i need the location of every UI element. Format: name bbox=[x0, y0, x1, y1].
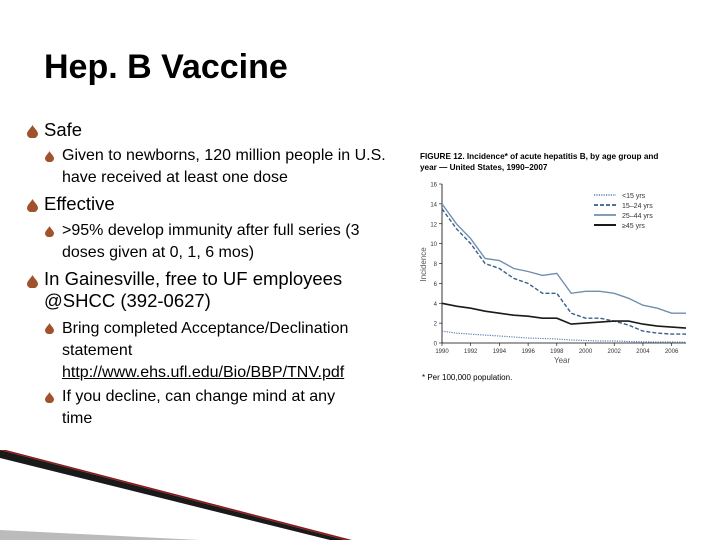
figure-footnote: * Per 100,000 population. bbox=[422, 373, 513, 382]
y-tick-label: 6 bbox=[433, 281, 437, 288]
sub-bullet-immunity: >95% develop immunity after full series (3 doses given at 0, 1, 6 mos) bbox=[62, 222, 360, 261]
sub-bullet-decline-line2: time bbox=[62, 410, 93, 427]
hepatitis-b-incidence-chart bbox=[416, 150, 716, 385]
x-tick-label: 2002 bbox=[607, 349, 621, 355]
x-axis-label: Year bbox=[554, 356, 571, 365]
series-line-2 bbox=[442, 204, 686, 313]
x-tick-label: 1990 bbox=[435, 349, 449, 355]
figure-title-line1: FIGURE 12. Incidence* of acute hepatitis B, by age group and bbox=[420, 152, 659, 161]
sub-bullet-decline-line1: If you decline, can change mind at any bbox=[62, 388, 336, 405]
x-tick-label: 1998 bbox=[550, 349, 564, 355]
bullet-gainesville bbox=[44, 268, 342, 312]
sub-bullet-acceptance-line1: Bring completed Acceptance/Declination bbox=[62, 320, 349, 337]
bullet-safe: Safe bbox=[44, 119, 83, 140]
legend-label: ≥45 yrs bbox=[622, 223, 645, 230]
sub-bullet-drop-icon bbox=[45, 392, 54, 403]
bullet-gainesville-line1: In Gainesville, free to UF employees bbox=[44, 268, 343, 289]
y-tick-label: 16 bbox=[430, 182, 437, 189]
y-tick-label: 0 bbox=[433, 341, 437, 348]
x-tick-label: 2000 bbox=[578, 349, 593, 355]
bullet-drop-icon bbox=[27, 125, 38, 138]
sub-bullet-acceptance-line2: statement bbox=[62, 342, 133, 359]
y-tick-label: 10 bbox=[430, 242, 437, 249]
legend-label: <15 yrs bbox=[622, 193, 646, 200]
bullet-gainesville-line2: @SHCC (392-0627) bbox=[44, 290, 211, 311]
y-tick-label: 12 bbox=[430, 222, 437, 229]
figure-title-line2: year — United States, 1990–2007 bbox=[420, 163, 548, 172]
y-tick-label: 14 bbox=[430, 202, 437, 209]
x-tick-label: 1996 bbox=[521, 349, 535, 355]
sub-bullet-drop-icon bbox=[45, 323, 54, 334]
x-tick-label: 1994 bbox=[492, 349, 507, 355]
y-axis-label: Incidence bbox=[419, 247, 428, 282]
slide-title: Hep. B Vaccine bbox=[44, 48, 288, 86]
x-tick-label: 1992 bbox=[464, 349, 478, 355]
sub-bullet-drop-icon bbox=[45, 151, 54, 162]
y-tick-label: 2 bbox=[433, 321, 437, 328]
sub-bullet-newborns: Given to newborns, 120 million people in U.S. have received at least one dose bbox=[62, 147, 386, 186]
bullet-drop-icon bbox=[27, 275, 38, 288]
sub-bullet-drop-icon bbox=[45, 226, 54, 237]
series-line-1 bbox=[442, 209, 686, 334]
legend-label: 15–24 yrs bbox=[622, 203, 653, 210]
x-tick-label: 2006 bbox=[664, 349, 679, 355]
tnv-pdf-link[interactable]: http://www.ehs.ufl.edu/Bio/BBP/TNV.pdf bbox=[62, 364, 345, 381]
y-tick-label: 4 bbox=[433, 301, 437, 308]
bullet-effective: Effective bbox=[44, 193, 115, 214]
sub-bullet-acceptance bbox=[62, 318, 402, 384]
y-tick-label: 8 bbox=[433, 262, 437, 268]
legend-label: 25–44 yrs bbox=[622, 213, 653, 220]
series-line-0 bbox=[442, 331, 686, 342]
x-tick-label: 2004 bbox=[636, 349, 650, 355]
decorative-swoosh bbox=[0, 450, 720, 540]
sub-bullet-decline bbox=[62, 386, 402, 430]
bullet-drop-icon bbox=[27, 199, 38, 212]
